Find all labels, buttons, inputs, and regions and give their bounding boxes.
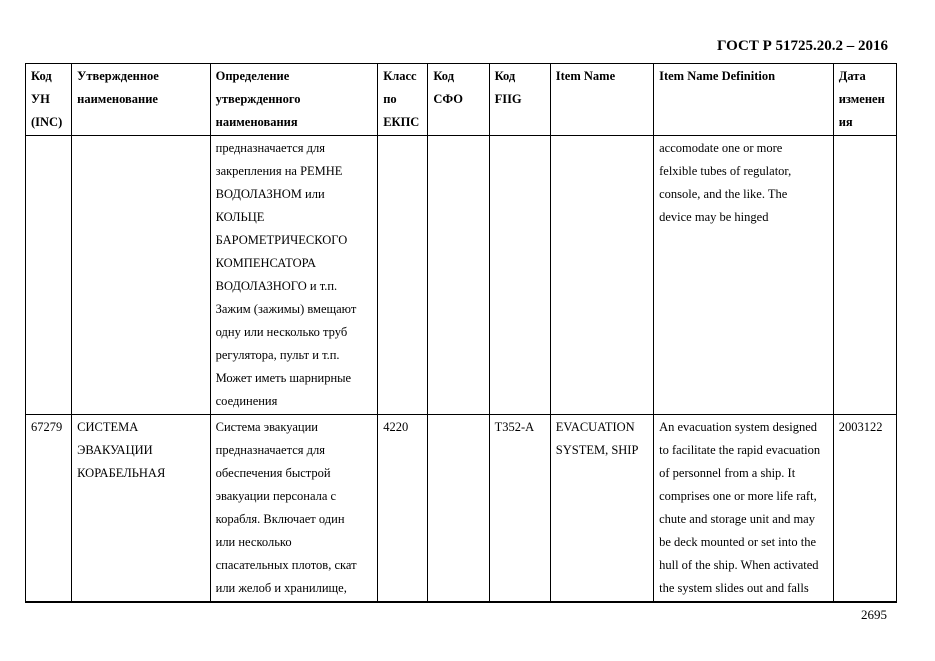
header-inc: Код УН (INC) xyxy=(26,64,72,136)
header-item-definition: Item Name Definition xyxy=(654,64,834,136)
cell-approved-name: СИСТЕМА ЭВАКУАЦИИ КОРАБЕЛЬНАЯ xyxy=(72,415,210,603)
catalog-table xyxy=(25,63,897,603)
cell-date xyxy=(833,136,896,415)
cell-fiig: T352-A xyxy=(489,415,550,603)
cell-date: 2003122 xyxy=(833,415,896,603)
cell-item-definition: An evacuation system designed to facilitate the rapid evacuation of personnel from a ship. It comprises one or more life raft, chute and storage unit and may be deck mounted or set into the hull of the ship. When activated the system slides out and falls xyxy=(654,415,834,603)
header-item-name: Item Name xyxy=(550,64,653,136)
cell-class xyxy=(378,136,428,415)
header-fiig: Код FIIG xyxy=(489,64,550,136)
document-title: ГОСТ Р 51725.20.2 – 2016 xyxy=(716,38,888,54)
table-row xyxy=(26,136,897,415)
cell-definition: Система эвакуации предназначается для обеспечения быстрой эвакуации персонала с корабля. Включает один или несколько спасательных плотов, скат или желоб и хранилище, xyxy=(210,415,378,603)
page-number: 2695 xyxy=(861,607,887,622)
cell-definition: предназначается для закрепления на РЕМНЕ ВОДОЛАЗНОМ или КОЛЬЦЕ БАРОМЕТРИЧЕСКОГО КОМПЕНСАТОРА ВОДОЛАЗНОГО и т.п. Зажим (зажимы) вмещают одну или несколько труб регулятора, пульт и т.п. Может иметь шарнирные соединения xyxy=(210,136,378,415)
cell-fiig xyxy=(489,136,550,415)
header-definition: Определение утвержденного наименования xyxy=(210,64,378,136)
table-header-row xyxy=(26,64,897,136)
cell-approved-name xyxy=(72,136,210,415)
cell-class: 4220 xyxy=(378,415,428,603)
cell-sfo xyxy=(428,415,489,603)
cell-item-definition: accomodate one or more felxible tubes of regulator, console, and the like. The device may be hinged xyxy=(654,136,834,415)
cell-item-name: EVACUATION SYSTEM, SHIP xyxy=(550,415,653,603)
header-sfo: Код СФО xyxy=(428,64,489,136)
cell-inc: 67279 xyxy=(26,415,72,603)
table-row xyxy=(26,415,897,603)
header-approved-name: Утвержденное наименование xyxy=(72,64,210,136)
cell-sfo xyxy=(428,136,489,415)
header-date: Дата изменен ия xyxy=(833,64,896,136)
cell-item-name xyxy=(550,136,653,415)
cell-inc xyxy=(26,136,72,415)
header-class: Класс по ЕКПС xyxy=(378,64,428,136)
